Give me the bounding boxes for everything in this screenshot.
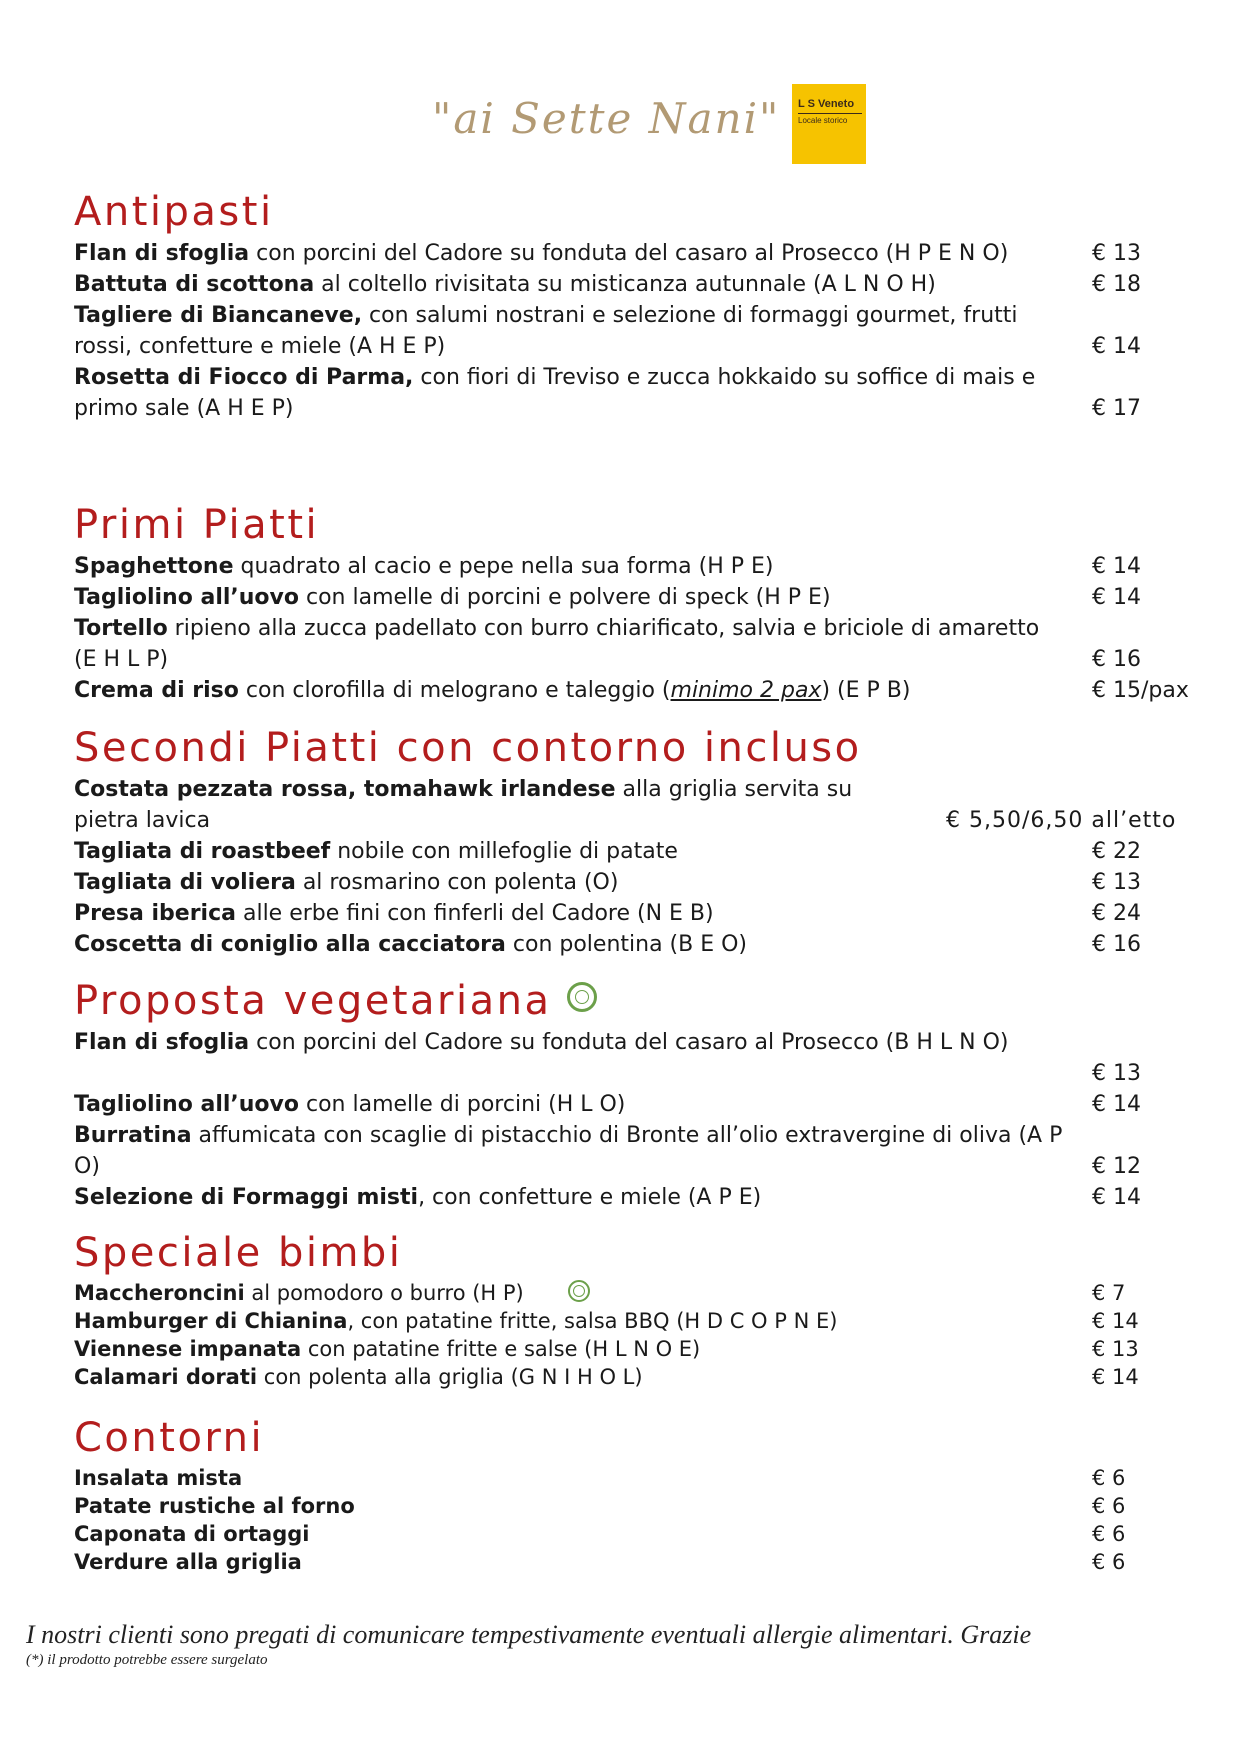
item-name: Hamburger di Chianina	[74, 1309, 348, 1333]
item-name: Maccheroncini	[74, 1281, 245, 1305]
item-desc: alla griglia servita su pietra lavica	[74, 777, 853, 833]
item-name: Coscetta di coniglio alla cacciatora	[74, 932, 506, 957]
item-price: € 6	[1092, 1550, 1126, 1574]
item-desc: con lamelle di porcini e polvere di speck (H P E)	[299, 585, 831, 610]
item-desc: , con confetture e miele (A P E)	[418, 1185, 762, 1210]
item-desc: alle erbe fini con finferli del Cadore (N E B)	[235, 901, 714, 926]
section-bimbi	[74, 1230, 1204, 1391]
section-title-text: Proposta vegetariana	[74, 978, 552, 1024]
item-price: € 7	[1092, 1281, 1126, 1305]
item-desc: quadrato al cacio e pepe nella sua forma (H P E)	[233, 554, 774, 579]
section-title: Contorni	[74, 1415, 265, 1461]
menu-item	[74, 269, 1204, 300]
item-desc: affumicata con scaglie di pistacchio di Bronte all’olio extravergine di oliva (A P O)	[74, 1123, 1063, 1179]
item-desc: nobile con millefoglie di patate	[330, 839, 678, 864]
item-name: Costata pezzata rossa, tomahawk irlandese	[74, 777, 616, 802]
item-price: € 14	[1092, 554, 1141, 579]
item-desc: con fiori di Treviso e zucca hokkaido su soffice di mais e primo sale (A H E P)	[74, 365, 1036, 421]
vegetarian-badge-icon	[567, 982, 597, 1012]
item-price: € 5,50/6,50 all’etto	[946, 808, 1177, 833]
menu-item	[74, 1307, 1204, 1335]
section-title	[74, 978, 1204, 1024]
item-desc: , con patatine fritte, salsa BBQ (H D C O P N E)	[347, 1309, 838, 1333]
item-name: Tagliolino all’uovo	[74, 1092, 299, 1117]
item-price: € 12	[1092, 1154, 1141, 1179]
item-desc: con salumi nostrani e selezione di formaggi gourmet, frutti rossi, confetture e miele (A H E P)	[74, 303, 1018, 359]
item-price: € 14	[1092, 585, 1141, 610]
menu-item	[74, 582, 1204, 613]
menu-item	[74, 1089, 1204, 1120]
menu-item	[74, 1464, 1204, 1492]
menu-item	[74, 867, 1204, 898]
menu-item	[74, 238, 1204, 269]
item-price: € 13	[1092, 241, 1141, 266]
item-note: minimo 2 pax	[670, 678, 822, 703]
locale-storico-badge	[792, 84, 866, 164]
item-desc: con clorofilla di melograno e taleggio	[238, 678, 662, 703]
item-price: € 18	[1092, 272, 1141, 297]
badge-line-1: L S Veneto	[798, 98, 855, 110]
badge-line-2: Locale storico	[798, 113, 862, 125]
section-primi	[74, 502, 1204, 706]
item-desc: ripieno alla zucca padellato con burro chiarificato, salvia e briciole di amaretto (E H L P)	[74, 616, 1040, 672]
menu-item	[74, 1182, 1204, 1213]
item-desc: con polenta alla griglia (G N I H O L)	[257, 1365, 643, 1389]
item-name: Verdure alla griglia	[74, 1550, 302, 1574]
item-price: € 22	[1092, 839, 1141, 864]
item-name: Spaghettone	[74, 554, 234, 579]
item-name: Viennese impanata	[74, 1337, 302, 1361]
section-antipasti	[74, 189, 1204, 424]
item-desc: con porcini del Cadore su fonduta del casaro al Prosecco (B H L N O)	[249, 1030, 1009, 1055]
item-name: Burratina	[74, 1123, 192, 1148]
menu-item	[74, 551, 1204, 582]
section-title: Antipasti	[74, 189, 274, 235]
item-price: € 15/pax	[1092, 678, 1189, 703]
item-name: Tagliere di Biancaneve,	[74, 303, 363, 328]
menu-item	[74, 1120, 1204, 1182]
item-price: € 16	[1092, 932, 1141, 957]
menu-item	[74, 898, 1204, 929]
menu-item	[74, 1335, 1204, 1363]
item-name: Flan di sfoglia	[74, 1030, 250, 1055]
item-name: Patate rustiche al forno	[74, 1494, 355, 1518]
item-desc: con porcini del Cadore su fonduta del casaro al Prosecco (H P E N O)	[249, 241, 1009, 266]
section-vegetariana	[74, 978, 1204, 1213]
item-desc: al pomodoro o burro (H P)	[244, 1281, 524, 1305]
item-name: Crema di riso	[74, 678, 239, 703]
menu-item	[74, 300, 1204, 362]
item-name: Flan di sfoglia	[74, 241, 250, 266]
section-title: Secondi Piatti con contorno incluso	[74, 725, 862, 771]
menu-item	[74, 1279, 1204, 1307]
menu-item	[74, 613, 1204, 675]
item-price: € 13	[1092, 1061, 1141, 1086]
item-desc-after: (E P B)	[830, 678, 911, 703]
menu-item	[74, 362, 1204, 424]
restaurant-logo: "ai Sette Nani"	[432, 94, 781, 143]
item-name: Tagliolino all’uovo	[74, 585, 299, 610]
item-desc: con lamelle di porcini (H L O)	[299, 1092, 626, 1117]
section-secondi	[74, 725, 1204, 960]
item-price: € 6	[1092, 1522, 1126, 1546]
item-desc: con polentina (B E O)	[505, 932, 748, 957]
item-name: Tortello	[74, 616, 168, 641]
menu-item	[74, 1520, 1204, 1548]
item-name: Rosetta di Fiocco di Parma,	[74, 365, 414, 390]
item-price: € 14	[1092, 1185, 1141, 1210]
menu-item	[74, 1548, 1204, 1576]
menu-item	[74, 836, 1204, 867]
item-desc: al rosmarino con polenta (O)	[295, 870, 619, 895]
item-name: Caponata di ortaggi	[74, 1522, 310, 1546]
item-name: Presa iberica	[74, 901, 236, 926]
menu-item	[74, 1363, 1204, 1391]
frozen-note: (*) il prodotto potrebbe essere surgelato	[26, 1652, 268, 1668]
item-name: Tagliata di roastbeef	[74, 839, 331, 864]
menu-item	[74, 1027, 1204, 1089]
item-price: € 13	[1092, 870, 1141, 895]
item-desc: al coltello rivisitata su misticanza autunnale (A L N O H)	[314, 272, 936, 297]
item-price: € 6	[1092, 1466, 1126, 1490]
item-name: Calamari dorati	[74, 1365, 258, 1389]
item-price: € 24	[1092, 901, 1141, 926]
menu-item: Crema di riso con clorofilla di melograno e taleggio (minimo 2 pax) (E P B) € 15/pax	[74, 675, 1204, 706]
item-desc: con patatine fritte e salse (H L N O E)	[301, 1337, 701, 1361]
menu-item	[74, 1492, 1204, 1520]
vegetarian-badge-icon	[568, 1280, 590, 1302]
section-title: Speciale bimbi	[74, 1230, 403, 1276]
menu-item	[74, 774, 1204, 836]
allergy-note: I nostri clienti sono pregati di comunicare tempestivamente eventuali allergie alimentari. Grazie	[26, 1620, 1032, 1649]
item-price: € 14	[1092, 1092, 1141, 1117]
item-name: Selezione di Formaggi misti	[74, 1185, 419, 1210]
item-price: € 14	[1092, 1365, 1139, 1389]
item-price: € 13	[1092, 1337, 1139, 1361]
item-price: € 14	[1092, 334, 1141, 359]
item-name: Insalata mista	[74, 1466, 243, 1490]
footer-notes	[26, 1620, 1226, 1669]
item-price: € 16	[1092, 647, 1141, 672]
item-name: Battuta di scottona	[74, 272, 315, 297]
section-contorni	[74, 1415, 1204, 1576]
item-price: € 14	[1092, 1309, 1139, 1333]
item-price: € 6	[1092, 1494, 1126, 1518]
item-price: € 17	[1092, 396, 1141, 421]
menu-item	[74, 929, 1204, 960]
section-title: Primi Piatti	[74, 502, 320, 548]
item-name: Tagliata di voliera	[74, 870, 296, 895]
